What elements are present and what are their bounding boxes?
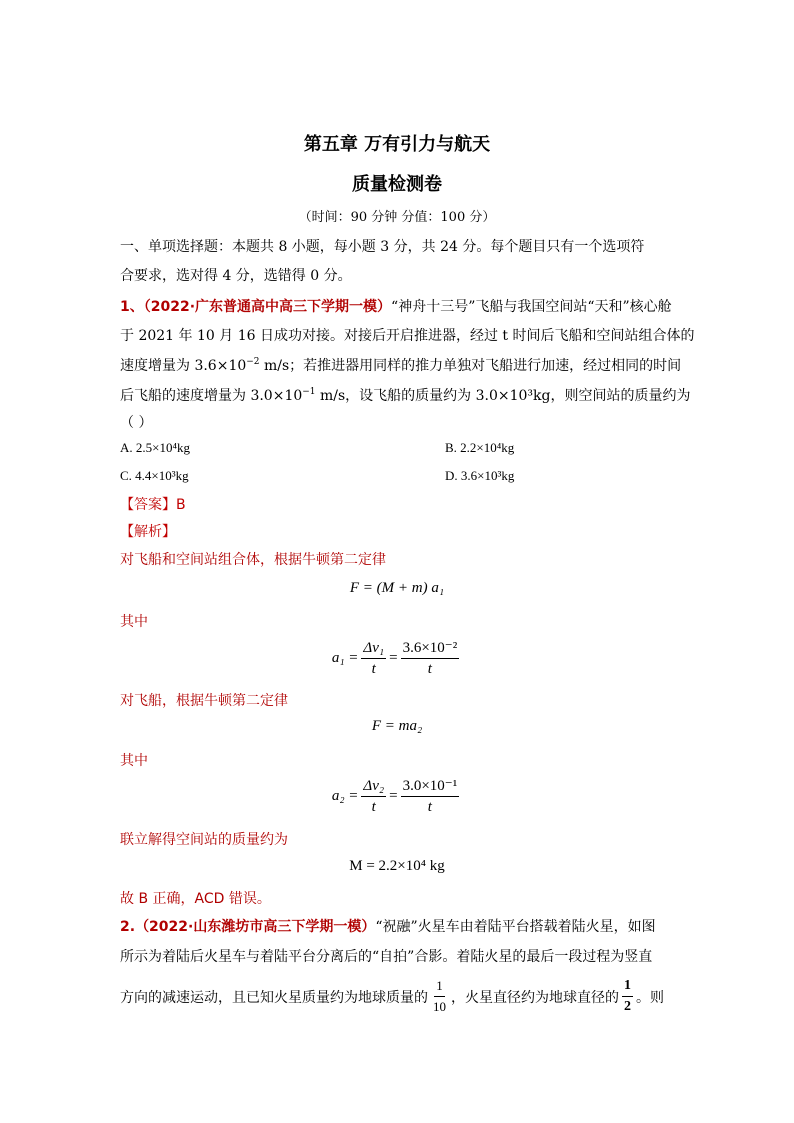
q1-line3-exp: −2 xyxy=(246,357,260,367)
q1-eq2-fraction1: $\frac{\text{Δv₁}}{t}$ xyxy=(363,640,385,677)
q1-answer-paren: （ ） xyxy=(120,415,153,431)
q1-option-c: C. 4.4×10³kg xyxy=(120,468,189,483)
q1-number: 1、 xyxy=(120,299,144,315)
q1-line4-a: 后飞船的速度增量为 3.0×10 xyxy=(120,388,303,404)
section-heading-line1: 一、单项选择题：本题共 8 小题，每小题 3 分，共 24 分。每个题目只有一个选项符 xyxy=(120,239,645,255)
q1-line4 xyxy=(120,385,691,405)
q1-analysis-label: 【解析】 xyxy=(120,524,176,540)
q1-eq4-lhs: a₂ = xyxy=(331,788,359,804)
q1-step4: 其中 xyxy=(120,753,148,769)
q1-line3 xyxy=(120,355,680,375)
q1-step2: 其中 xyxy=(120,614,148,630)
q1-equation3: F = ma₂ xyxy=(371,718,423,734)
q1-eq2-fraction2: $\frac{\text{3.6×10⁻²}}{t}$ xyxy=(402,640,458,677)
q1-line2: 于 2021 年 10 月 16 日成功对接。对接后开启推进器，经过 t 时间后飞船和空间站组合体的 xyxy=(120,328,695,344)
q2-number: 2. xyxy=(120,919,136,935)
q1-eq4-fraction2: $\frac{\text{3.0×10⁻¹}}{t}$ xyxy=(402,778,458,815)
q1-option-d: D. 3.6×10³kg xyxy=(445,468,515,483)
q1-line1 xyxy=(120,296,680,316)
q2-line3 xyxy=(120,978,680,1015)
page-subtitle: 质量检测卷 xyxy=(352,174,442,195)
q1-source: （2022·广东普通高中高三下学期一模） xyxy=(143,299,392,315)
q1-eq4-fraction1: $\frac{\text{Δv₂}}{t}$ xyxy=(363,778,385,815)
q1-option-a: A. 2.5×10⁴kg xyxy=(120,440,191,455)
q1-line1-text: “神舟十三号”飞船与我国空间站“天和”核心舱 xyxy=(391,299,672,315)
q1-line4-b: m/s，设飞船的质量约为 3.0×10³kg，则空间站的质量约为 xyxy=(315,388,691,404)
q2-fraction-mass: $\frac{1}{10}$ xyxy=(433,978,446,1014)
q1-step1: 对飞船和空间站组合体，根据牛顿第二定律 xyxy=(120,552,386,568)
q2-line3-a: 方向的减速运动，且已知火星质量约为地球质量的 xyxy=(120,989,428,1006)
exam-meta: （时间：90 分钟 分值：100 分） xyxy=(298,210,496,225)
q1-equation5: M = 2.2×10⁴ kg xyxy=(349,858,445,874)
chapter-title: 第五章 万有引力与航天 xyxy=(303,134,491,155)
q1-step5: 联立解得空间站的质量约为 xyxy=(120,832,288,848)
q2-line3-c: 。则 xyxy=(636,989,664,1006)
q1-eq2-lhs: a₁ = xyxy=(331,650,359,666)
section-heading-line2: 合要求，选对得 4 分，选错得 0 分。 xyxy=(120,268,352,284)
q2-source: （2022·山东潍坊市高三下学期一模） xyxy=(135,919,376,935)
q2-line1 xyxy=(120,916,680,936)
q1-answer: 【答案】B xyxy=(120,497,186,513)
q1-line3-b: m/s；若推进器用同样的推力单独对飞船进行加速，经过相同的时间 xyxy=(259,358,682,374)
q2-line2: 所示为着陆后火星车与着陆平台分离后的“自拍”合影。着陆火星的最后一段过程为竖直 xyxy=(120,949,653,965)
q2-fraction-diameter: $\frac{1}{2}$ xyxy=(624,978,631,1014)
q2-line3-b: ，火星直径约为地球直径的 xyxy=(451,989,619,1006)
q1-equation1: F = (M + m) a₁ xyxy=(349,580,445,596)
q1-line4-exp: −1 xyxy=(302,387,316,397)
q1-step3: 对飞船，根据牛顿第二定律 xyxy=(120,693,288,709)
q1-line3-a: 速度增量为 3.6×10 xyxy=(120,358,247,374)
q2-line1-text: “祝融”火星车由着陆平台搭载着陆火星，如图 xyxy=(375,919,656,935)
q1-equation2: a₁ = $\frac{\text{Δv₁}}{t}$ = $\frac{\text{3.6×10⁻²}}{t}$ xyxy=(331,640,458,677)
q1-equation4: a₂ = $\frac{\text{Δv₂}}{t}$ = $\frac{\text{3.0×10⁻¹}}{t}$ xyxy=(331,778,458,815)
q1-step6: 故 B 正确，ACD 错误。 xyxy=(120,891,271,907)
q1-option-b: B. 2.2×10⁴kg xyxy=(445,440,515,455)
